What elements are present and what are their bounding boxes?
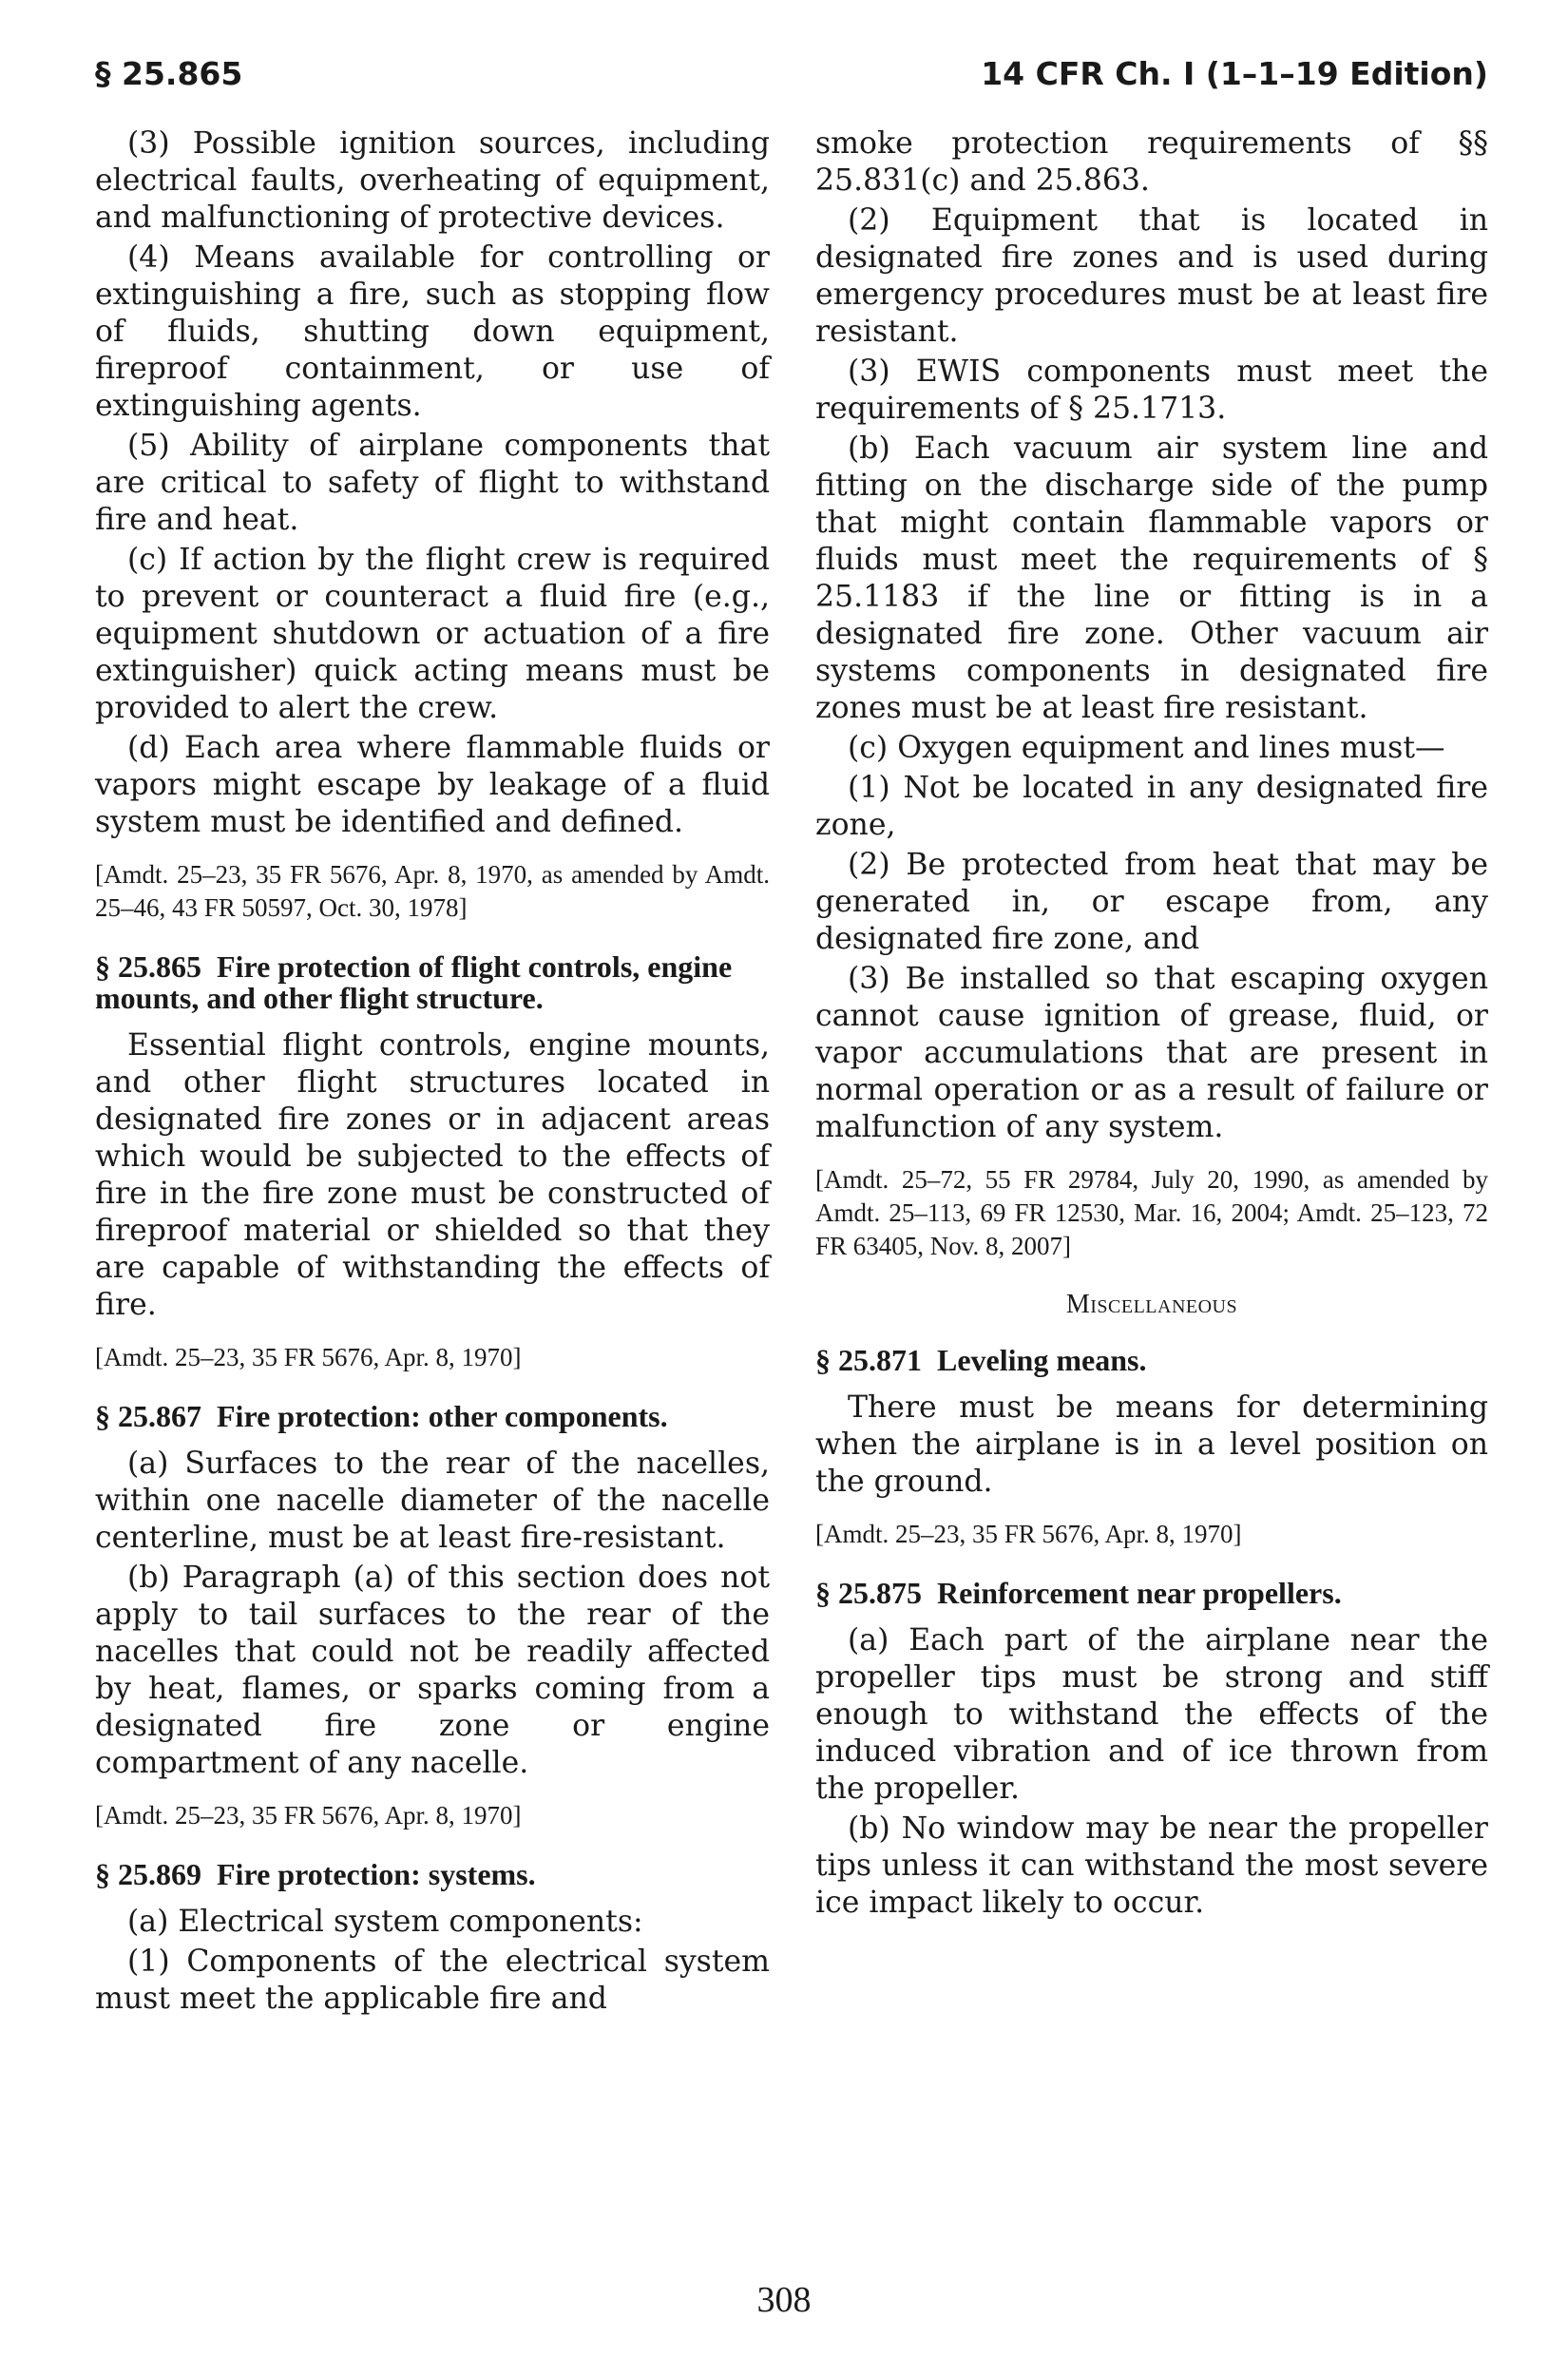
amendment-note: [Amdt. 25–23, 35 FR 5676, Apr. 8, 1970] [95, 1343, 522, 1371]
paragraph: There must be means for determining when the airplane is in a level position on the ground. [815, 1390, 1488, 1499]
section-title: Leveling means. [937, 1343, 1147, 1377]
section-heading-25-869 [95, 1859, 770, 1890]
amendment-note: [Amdt. 25–23, 35 FR 5676, Apr. 8, 1970, as amended by Amdt. 25–46, 43 FR 50597, Oct. 30, 1978] [95, 860, 770, 922]
paragraph: (d) Each area where flammable fluids or vapors might escape by leakage of a fluid system must be identified and defined. [95, 731, 770, 839]
paragraph: (1) Not be located in any designated fire zone, [815, 771, 1488, 842]
section-heading-25-871 [815, 1345, 1488, 1376]
paragraph: (a) Surfaces to the rear of the nacelles, within one nacelle diameter of the nacelle centerline, must be at least fire-resistant. [95, 1447, 770, 1555]
paragraph: (c) Oxygen equipment and lines must— [848, 731, 1445, 765]
amendment-note: [Amdt. 25–23, 35 FR 5676, Apr. 8, 1970] [95, 1801, 522, 1830]
section-title: Fire protection: systems. [217, 1857, 536, 1891]
section-heading-25-867 [95, 1401, 770, 1432]
paragraph: (b) Each vacuum air system line and fitting on the discharge side of the pump that might contain flammable vapors or fluids must meet the requirements of § 25.1183 if the line or fitting is in a designated fire zone. Other vacuum air systems components in designated fire zones must be at least fire resistant. [815, 431, 1488, 725]
section-number: § 25.865 [95, 949, 201, 984]
amendment-note: [Amdt. 25–72, 55 FR 29784, July 20, 1990, as amended by Amdt. 25–113, 69 FR 12530, Mar. 16, 2004; Amdt. 25–123, 72 FR 63405, Nov. 8, 2007] [815, 1165, 1488, 1260]
running-header [95, 55, 1488, 103]
header-section-number: § 25.865 [95, 55, 243, 92]
section-title: Fire protection of flight controls, engine mounts, and other flight structure. [95, 949, 733, 1015]
paragraph: (c) If action by the flight crew is required to prevent or counteract a fluid fire (e.g., equipment shutdown or actuation of a fire extinguisher) quick acting means must be provided to alert the crew. [95, 543, 770, 725]
left-column [95, 125, 770, 2021]
section-heading-25-865 [95, 951, 770, 1014]
right-column [815, 125, 1488, 1925]
section-title: Reinforcement near propellers. [937, 1576, 1342, 1610]
section-number: § 25.875 [815, 1576, 922, 1610]
paragraph: (2) Equipment that is located in designated fire zones and is used during emergency procedures must be at least fire resistant. [815, 203, 1488, 349]
subpart-heading-miscellaneous: Miscellaneous [1065, 1290, 1238, 1319]
paragraph: (5) Ability of airplane components that are critical to safety of flight to withstand fire and heat. [95, 429, 770, 537]
paragraph: (4) Means available for controlling or extinguishing a fire, such as stopping flow of fluids, shutting down equipment, fireproof containment, or use of extinguishing agents. [95, 240, 770, 423]
page-number: 308 [756, 2280, 812, 2320]
header-edition: 14 CFR Ch. I (1–1–19 Edition) [981, 55, 1488, 92]
section-number: § 25.867 [95, 1399, 201, 1433]
paragraph: (3) EWIS components must meet the requirements of § 25.1713. [815, 354, 1488, 426]
paragraph-continued: smoke protection requirements of §§ 25.831(c) and 25.863. [815, 126, 1488, 198]
paragraph: (b) Paragraph (a) of this section does not apply to tail surfaces to the rear of the nacelles that could not be readily affected by heat, flames, or sparks coming from a designated fire zone or engine compartment of any nacelle. [95, 1561, 770, 1780]
paragraph: (2) Be protected from heat that may be generated in, or escape from, any designated fire zone, and [815, 848, 1488, 956]
paragraph: (a) Each part of the airplane near the propeller tips must be strong and stiff enough to withstand the effects of the induced vibration and of ice thrown from the propeller. [815, 1623, 1488, 1806]
section-title: Fire protection: other components. [217, 1399, 668, 1433]
section-heading-25-875 [815, 1578, 1488, 1609]
paragraph: (a) Electrical system components: [127, 1905, 643, 1939]
paragraph: (b) No window may be near the propeller tips unless it can withstand the most severe ice impact likely to occur. [815, 1811, 1488, 1920]
paragraph: (3) Possible ignition sources, including electrical faults, overheating of equipment, and malfunctioning of protective devices. [95, 126, 770, 235]
section-number: § 25.871 [815, 1343, 922, 1377]
paragraph: Essential flight controls, engine mounts, and other flight structures located in designated fire zones or in adjacent areas which would be subjected to the effects of fire in the fire zone must be constructed of fireproof material or shielded so that they are capable of withstanding the effects of fire. [95, 1028, 770, 1322]
amendment-note: [Amdt. 25–23, 35 FR 5676, Apr. 8, 1970] [815, 1520, 1242, 1548]
paragraph: (1) Components of the electrical system must meet the applicable fire and [95, 1945, 770, 2016]
section-number: § 25.869 [95, 1857, 201, 1891]
paragraph: (3) Be installed so that escaping oxygen cannot cause ignition of grease, fluid, or vapor accumulations that are present in normal operation or as a result of failure or malfunction of any system. [815, 962, 1488, 1144]
